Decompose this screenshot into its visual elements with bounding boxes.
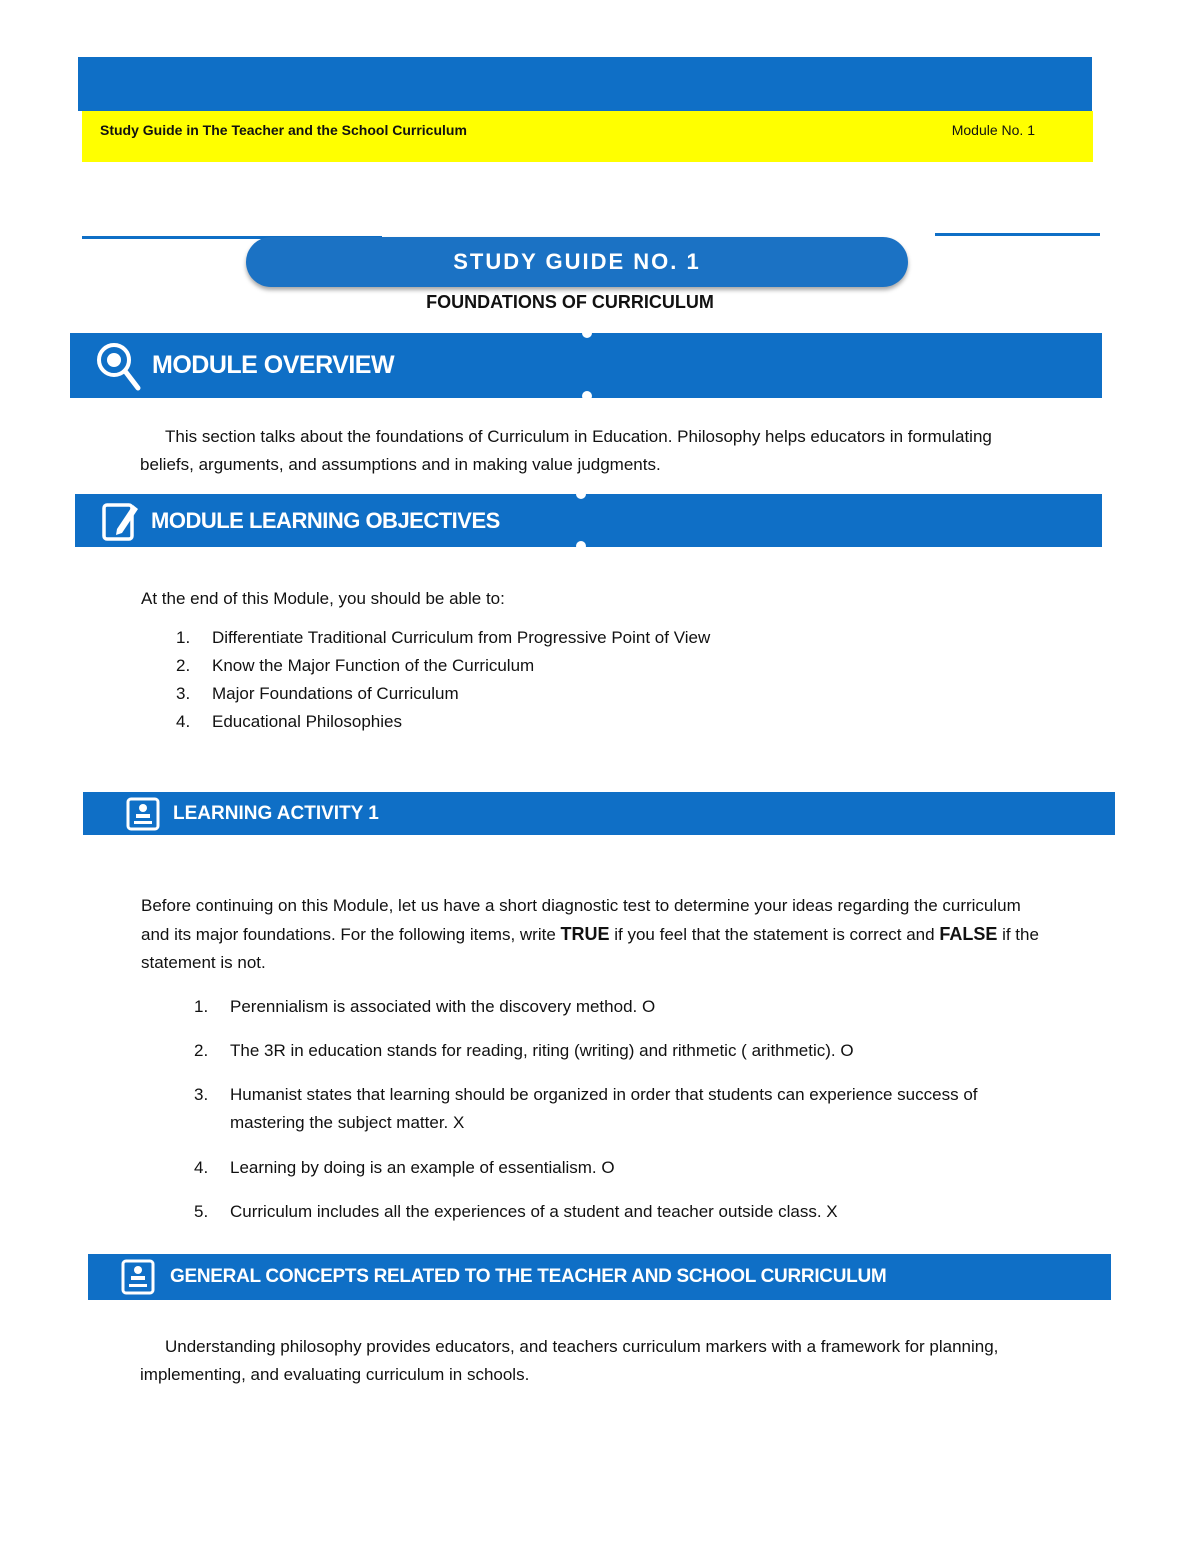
guide-title: Study Guide in The Teacher and the School Curriculum <box>100 122 467 138</box>
activity-intro: Before continuing on this Module, let us have a short diagnostic test to determine your ideas regarding the curriculum and its major foundations. For the following items, write TRUE if you feel that the statement is correct and FALSE if the statement is not. <box>141 896 1039 972</box>
concepts-paragraph: Understanding philosophy provides educators, and teachers curriculum markers with a framework for planning, implementing, and evaluating curriculum in schools. <box>140 1337 999 1384</box>
banner-notch <box>582 328 592 338</box>
true-keyword: TRUE <box>560 924 610 944</box>
list-item: 2. The 3R in education stands for reading, riting (writing) and rithmetic ( arithmetic). O <box>194 1041 854 1060</box>
false-keyword: FALSE <box>939 924 998 944</box>
list-item: 1. Perennialism is associated with the discovery method. O <box>194 997 656 1016</box>
concepts-text <box>140 1333 1065 1389</box>
list-item: 1. Differentiate Traditional Curriculum from Progressive Point of View <box>176 628 711 647</box>
page-title: FOUNDATIONS OF CURRICULUM <box>426 292 714 312</box>
objectives-banner <box>75 494 1102 547</box>
activity-heading: LEARNING ACTIVITY 1 <box>173 802 379 824</box>
overview-text <box>140 423 1050 479</box>
overview-banner <box>70 333 1102 398</box>
study-guide-label: STUDY GUIDE NO. 1 <box>453 249 701 274</box>
list-item: 2. Know the Major Function of the Curriculum <box>176 656 535 675</box>
list-item: 4. Learning by doing is an example of essentialism. O <box>194 1158 615 1177</box>
header-bar <box>78 57 1092 111</box>
module-number: Module No. 1 <box>951 122 1035 138</box>
divider-right <box>935 233 1100 236</box>
activity-banner <box>83 792 1115 835</box>
clipboard-icon <box>108 1254 168 1300</box>
list-item: 4. Educational Philosophies <box>176 712 402 731</box>
concepts-banner <box>88 1254 1111 1300</box>
banner-notch <box>576 541 586 551</box>
banner-notch <box>582 391 592 401</box>
diagnostic-list <box>194 993 1030 1226</box>
clipboard-icon <box>113 792 173 835</box>
list-item: 3. Humanist states that learning should be organized in order that students can experience success of mastering the subject matter. X <box>194 1085 978 1132</box>
overview-heading: MODULE OVERVIEW <box>152 351 395 379</box>
edit-icon <box>91 494 151 547</box>
list-item: 5. Curriculum includes all the experiences of a student and teacher outside class. X <box>194 1202 838 1221</box>
list-item: 3. Major Foundations of Curriculum <box>176 684 459 703</box>
header-subbar <box>82 111 1093 162</box>
banner-notch <box>576 489 586 499</box>
objectives-heading: MODULE LEARNING OBJECTIVES <box>151 507 500 533</box>
concepts-heading: GENERAL CONCEPTS RELATED TO THE TEACHER AND SCHOOL CURRICULUM <box>170 1266 887 1287</box>
magnifier-icon <box>84 333 152 398</box>
study-guide-badge <box>246 237 908 287</box>
objectives-list <box>176 628 1012 740</box>
objectives-intro: At the end of this Module, you should be able to: <box>141 589 505 608</box>
overview-paragraph: This section talks about the foundations of Curriculum in Education. Philosophy helps educators in formulating beliefs, arguments, and assumptions and in making value judgments. <box>140 427 992 474</box>
